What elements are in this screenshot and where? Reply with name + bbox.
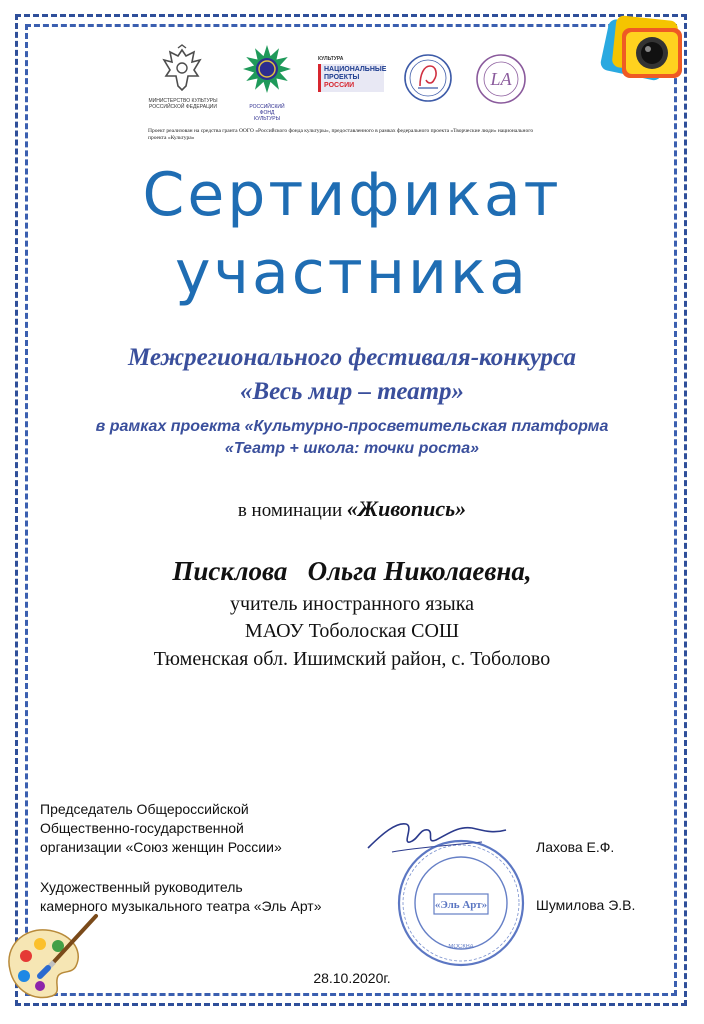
signatory-1-name: Лахова Е.Ф.	[536, 839, 615, 855]
participant-name: Писклова Ольга Николаевна,	[172, 556, 532, 586]
participant-position: учитель иностранного языка	[229, 593, 475, 615]
signatory-1-title-line1: Председатель Общероссийской	[40, 801, 249, 817]
stamp-center-text: «Эль Арт»	[434, 899, 488, 911]
womens-union-logo	[402, 52, 454, 104]
el-art-monogram: LA	[490, 69, 512, 89]
participant-school: МАОУ Тоболоская СОШ	[244, 620, 460, 642]
certificate-subtitle: участника	[175, 238, 529, 308]
camera-icon	[596, 14, 692, 92]
festival-line-2: «Весь мир – театр»	[239, 378, 465, 405]
culture-fund-caption: РОССИЙСКИЙ ФОНД КУЛЬТУРЫ	[249, 104, 285, 122]
national-projects-box	[318, 64, 387, 92]
ministry-caption: МИНИСТЕРСТВО КУЛЬТУРЫ РОССИЙСКОЙ ФЕДЕРАЦИИ	[148, 98, 218, 110]
paint-palette-icon	[0, 910, 104, 1006]
signatory-1-title-line2: Общественно-государственной	[40, 820, 244, 836]
nomination-prefix: в номинации	[237, 500, 343, 521]
nomination-name: «Живопись»	[346, 496, 467, 521]
issue-date: 28.10.2020г.	[313, 970, 391, 986]
national-projects-top: КУЛЬТУРА	[318, 56, 344, 62]
stamp-bottom-text: МОСКВА	[448, 944, 474, 950]
participant-location: Тюменская обл. Ишимский район, с. Тоболово	[153, 648, 551, 670]
signatory-2-name: Шумилова Э.В.	[536, 897, 636, 913]
national-projects-line2: ПРОЕКТЫ	[324, 74, 360, 81]
national-projects-line1: НАЦИОНАЛЬНЫЕ	[324, 66, 387, 73]
grant-note: Проект реализован на средства гранта ООГО «Российского фонда культуры», предоставленного в рамках федерального проекта «Творческие люди» национального проекта «Культура»	[148, 128, 534, 141]
ministry-eagle-logo	[160, 44, 204, 94]
signatory-2-title-line1: Художественный руководитель	[40, 879, 243, 895]
nomination	[0, 496, 704, 522]
festival-line-1: Межрегионального фестиваля-конкурса	[128, 344, 576, 371]
certificate-title: Сертификат	[142, 160, 562, 230]
signatory-1-title-line3: организации «Союз женщин России»	[40, 839, 282, 855]
project-line-2: «Театр + школа: точки роста»	[224, 440, 480, 457]
organization-stamp	[394, 836, 528, 970]
culture-fund-logo	[240, 42, 294, 104]
national-projects-logo	[318, 56, 387, 102]
signatory-2-title-line2: камерного музыкального театра «Эль Арт»	[40, 898, 322, 914]
national-projects-line3: РОССИИ	[324, 82, 355, 89]
signatory-1-title	[40, 800, 282, 857]
el-art-theatre-logo	[474, 52, 528, 106]
project-line-1: в рамках проекта «Культурно-просветительская платформа	[95, 418, 609, 435]
